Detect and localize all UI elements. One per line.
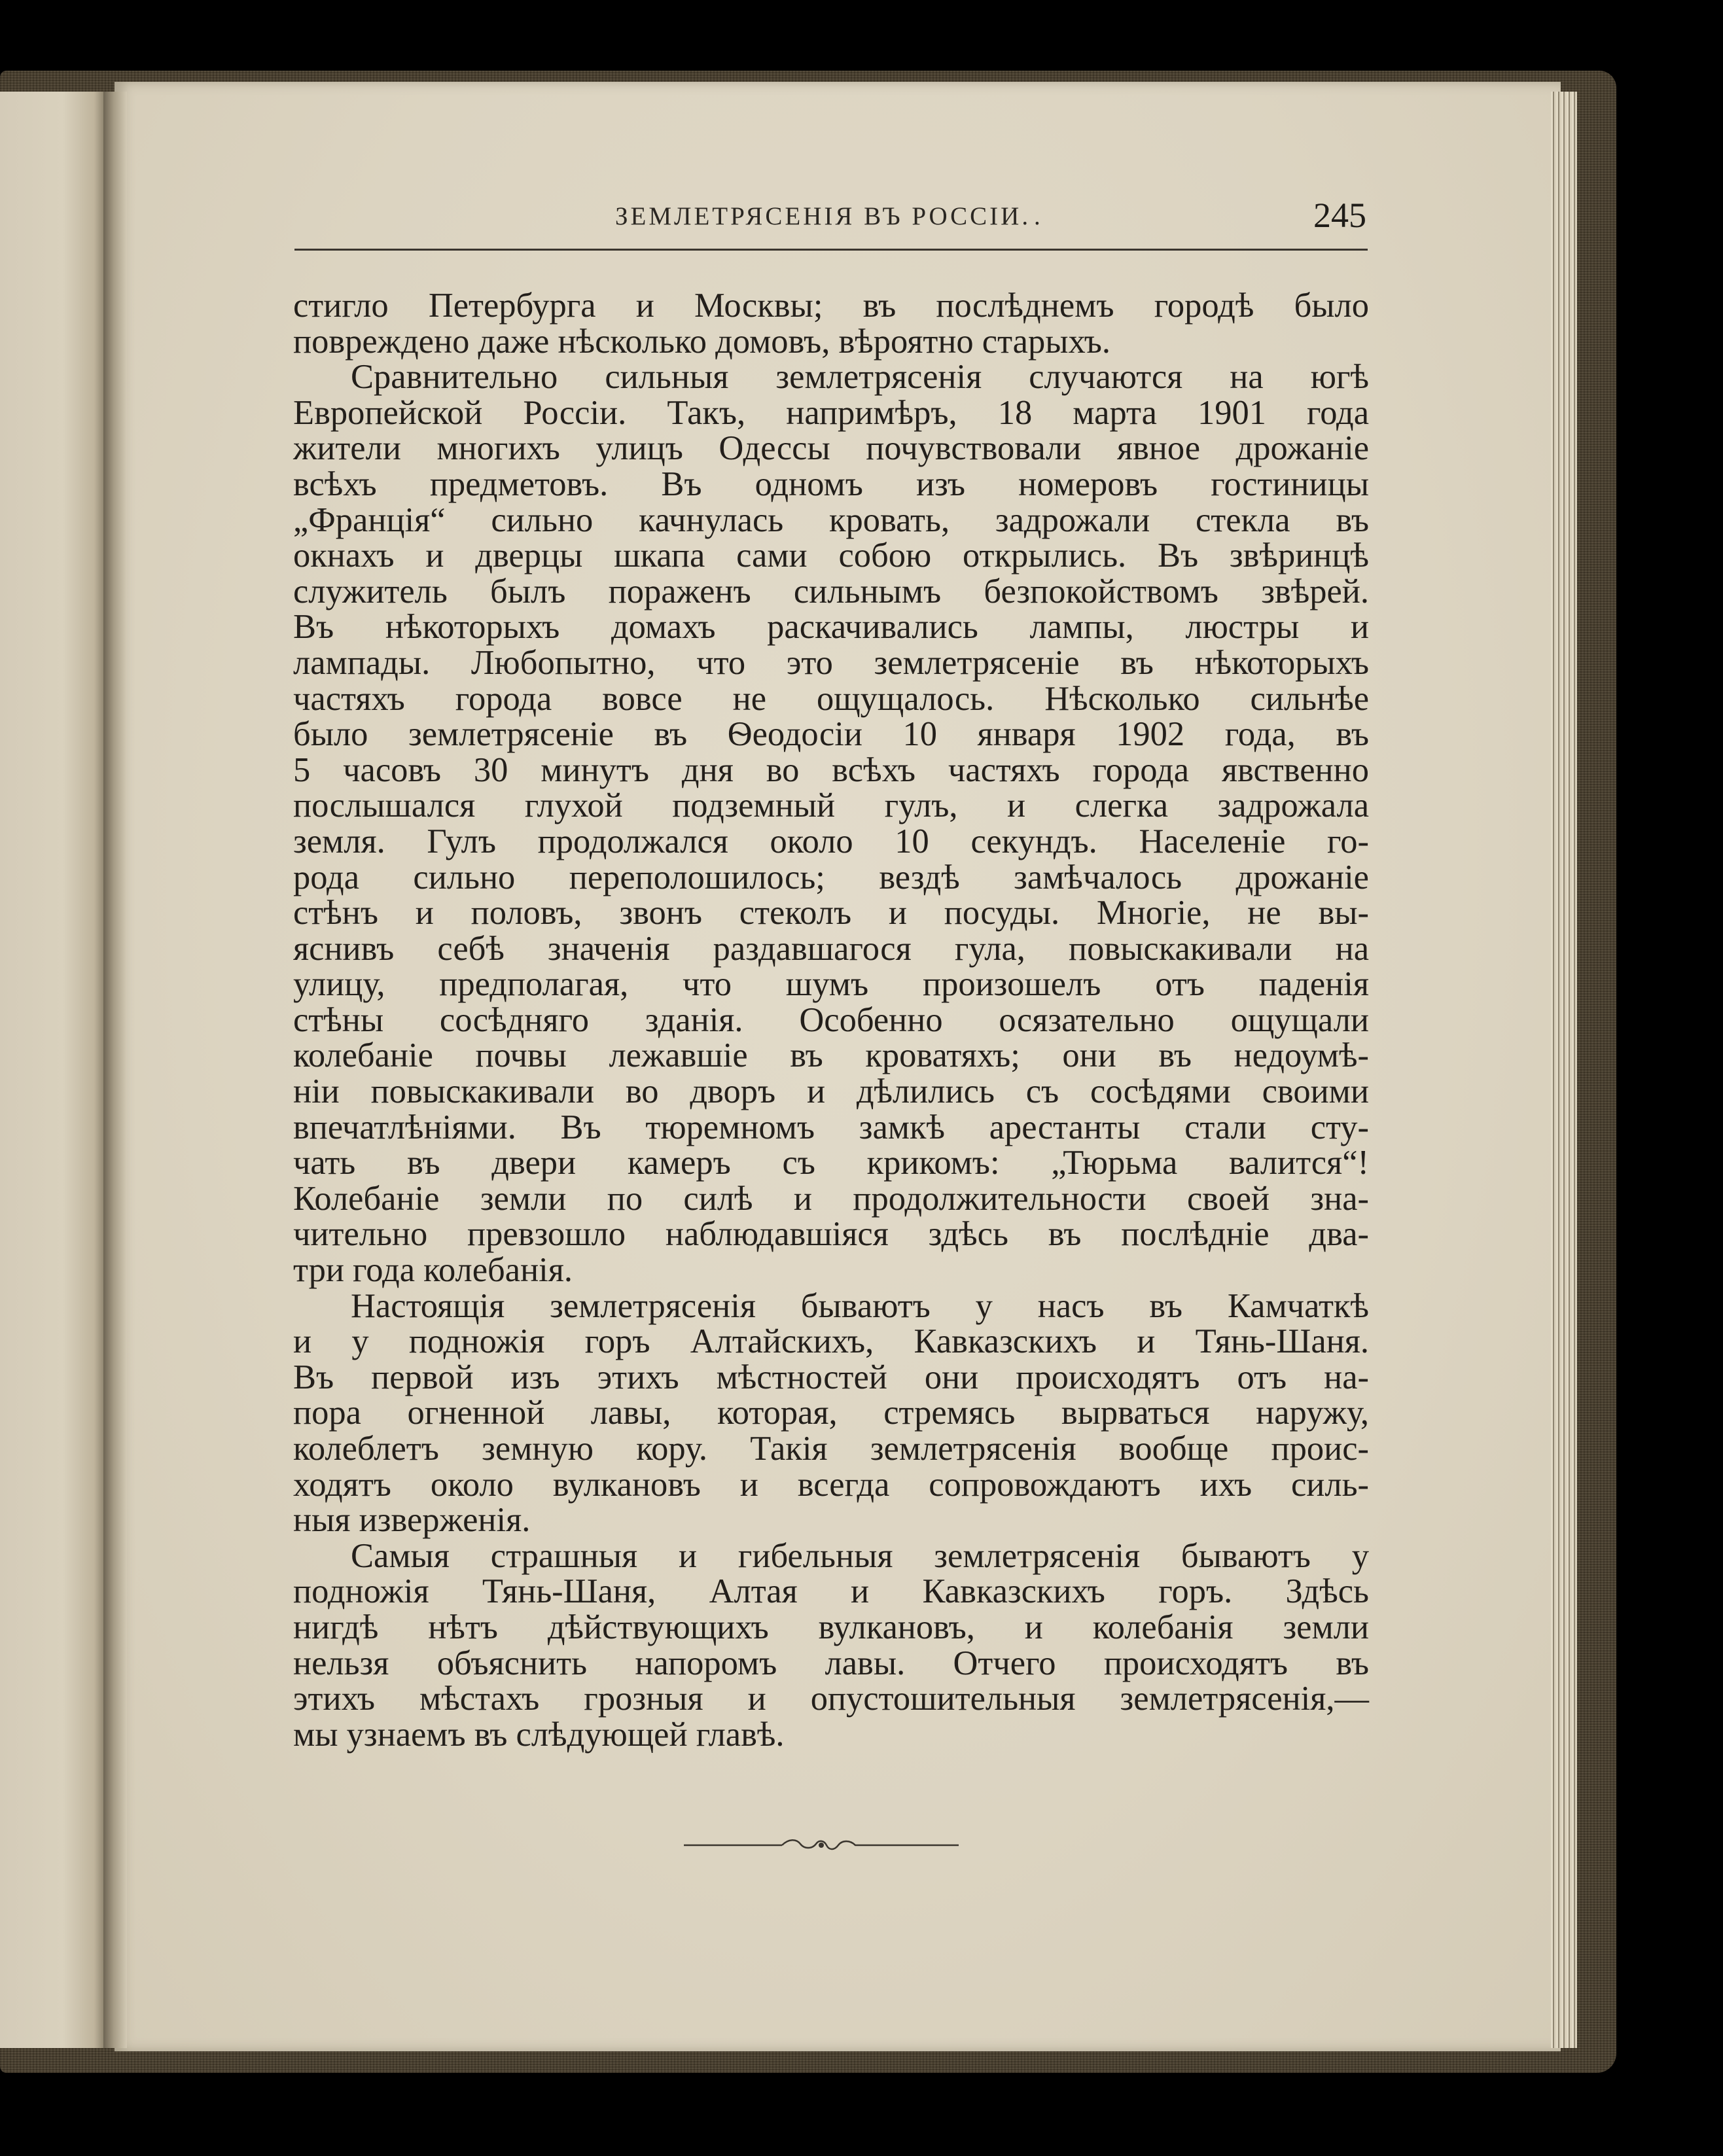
- text-line: колеблетъ земную кору. Такія землетрясенія вообще проис-: [293, 1430, 1369, 1468]
- text-line: окнахъ и дверцы шкапа сами собою открылись. Въ звѣринцѣ: [293, 537, 1369, 575]
- text-line: повреждено даже нѣсколько домовъ, вѣроятно старыхъ.: [293, 322, 1111, 361]
- running-title: ЗЕМЛЕТРЯСЕНІЯ ВЪ РОССІИ.: [615, 202, 1031, 230]
- text-line: колебаніе почвы лежавшіе въ кроватяхъ; они въ недоумѣ-: [293, 1036, 1369, 1075]
- text-line: яснивъ себѣ значенія раздавшагося гула, повыскакивали на: [293, 929, 1369, 968]
- decorative-flourish-icon: [684, 1832, 959, 1858]
- text-line: 5 часовъ 30 минутъ дня во всѣхъ частяхъ города явственно: [293, 751, 1369, 789]
- text-line: ходятъ около вулкановъ и всегда сопровождаютъ ихъ силь-: [293, 1465, 1369, 1504]
- text-line: стигло Петербурга и Москвы; въ послѣднемъ городѣ было: [293, 287, 1369, 325]
- body-text: [293, 288, 1369, 1752]
- text-line: рода сильно переполошилось; вездѣ замѣчалось дрожаніе: [293, 858, 1369, 896]
- text-line: лампады. Любопытно, что это землетрясеніе въ нѣкоторыхъ: [293, 643, 1369, 682]
- text-line: нельзя объяснить напоромъ лавы. Отчего происходятъ въ: [293, 1644, 1369, 1682]
- text-line: мы узнаемъ въ слѣдующей главѣ.: [293, 1715, 785, 1754]
- text-line: Въ нѣкоторыхъ домахъ раскачивались лампы, люстры и: [293, 608, 1369, 646]
- text-line: Настоящія землетрясенія бываютъ у насъ въ Камчаткѣ: [351, 1286, 1369, 1325]
- text-line: пора огненной лавы, которая, стремясь вырваться наружу,: [293, 1394, 1369, 1432]
- text-line: Самыя страшныя и гибельныя землетрясенія бываютъ у: [351, 1536, 1369, 1575]
- page-number: 245: [1313, 196, 1366, 235]
- page-gutter: [103, 92, 127, 2048]
- text-line: чать въ двери камеръ съ крикомъ: „Тюрьма валится“!: [293, 1144, 1369, 1182]
- text-line: Въ первой изъ этихъ мѣстностей они происходятъ отъ на-: [293, 1358, 1369, 1396]
- text-line: подножія Тянь-Шаня, Алтая и Кавказскихъ горъ. Здѣсь: [293, 1572, 1369, 1611]
- text-line: было землетрясеніе въ Ѳеодосіи 10 января 1902 года, въ: [293, 715, 1369, 754]
- text-line: земля. Гулъ продолжался около 10 секундъ. Населеніе го-: [293, 822, 1369, 860]
- text-line: всѣхъ предметовъ. Въ одномъ изъ номеровъ гостиницы: [293, 465, 1369, 503]
- text-line: Европейской Россіи. Такъ, напримѣръ, 18 марта 1901 года: [293, 393, 1369, 432]
- text-line: стѣны сосѣдняго зданія. Особенно осязательно ощущали: [293, 1000, 1369, 1039]
- text-line: ніи повыскакивали во дворъ и дѣлились съ сосѣдями своими: [293, 1072, 1369, 1111]
- text-line: улицу, предполагая, что шумъ произошелъ отъ паденія: [293, 965, 1369, 1004]
- text-line: чительно превзошло наблюдавшіяся здѣсь въ послѣдніе два-: [293, 1215, 1369, 1254]
- text-line: Сравнительно сильныя землетрясенія случаются на югѣ: [351, 358, 1369, 397]
- text-line: этихъ мѣстахъ грозныя и опустошительныя землетрясенія,—: [293, 1680, 1369, 1718]
- text-line: и у подножія горъ Алтайскихъ, Кавказскихъ и Тянь-Шаня.: [293, 1322, 1369, 1361]
- text-line: „Франція“ сильно качнулась кровать, задрожали стекла въ: [293, 501, 1369, 539]
- text-line: жители многихъ улицъ Одессы почувствовали явное дрожаніе: [293, 429, 1369, 468]
- text-line: Колебаніе земли по силѣ и продолжительности своей зна-: [293, 1179, 1369, 1218]
- running-title-dot: .: [1034, 202, 1040, 230]
- text-line: частяхъ города вовсе не ощущалось. Нѣсколько сильнѣе: [293, 679, 1369, 718]
- text-line: три года колебанія.: [293, 1251, 573, 1290]
- page-header: [294, 190, 1368, 251]
- page-block-edges: [1551, 92, 1577, 2048]
- text-line: нигдѣ нѣтъ дѣйствующихъ вулкановъ, и колебанія земли: [293, 1608, 1369, 1646]
- text-line: служитель былъ пораженъ сильнымъ безпокойствомъ звѣрей.: [293, 572, 1369, 610]
- text-line: послышался глухой подземный гулъ, и слегка задрожала: [293, 786, 1369, 825]
- text-line: стѣнъ и половъ, звонъ стеколъ и посуды. Многіе, не вы-: [293, 894, 1369, 932]
- facing-page-edge: [0, 92, 105, 2048]
- text-line: впечатлѣніями. Въ тюремномъ замкѣ арестанты стали сту-: [293, 1108, 1369, 1146]
- text-line: ныя изверженія.: [293, 1501, 531, 1540]
